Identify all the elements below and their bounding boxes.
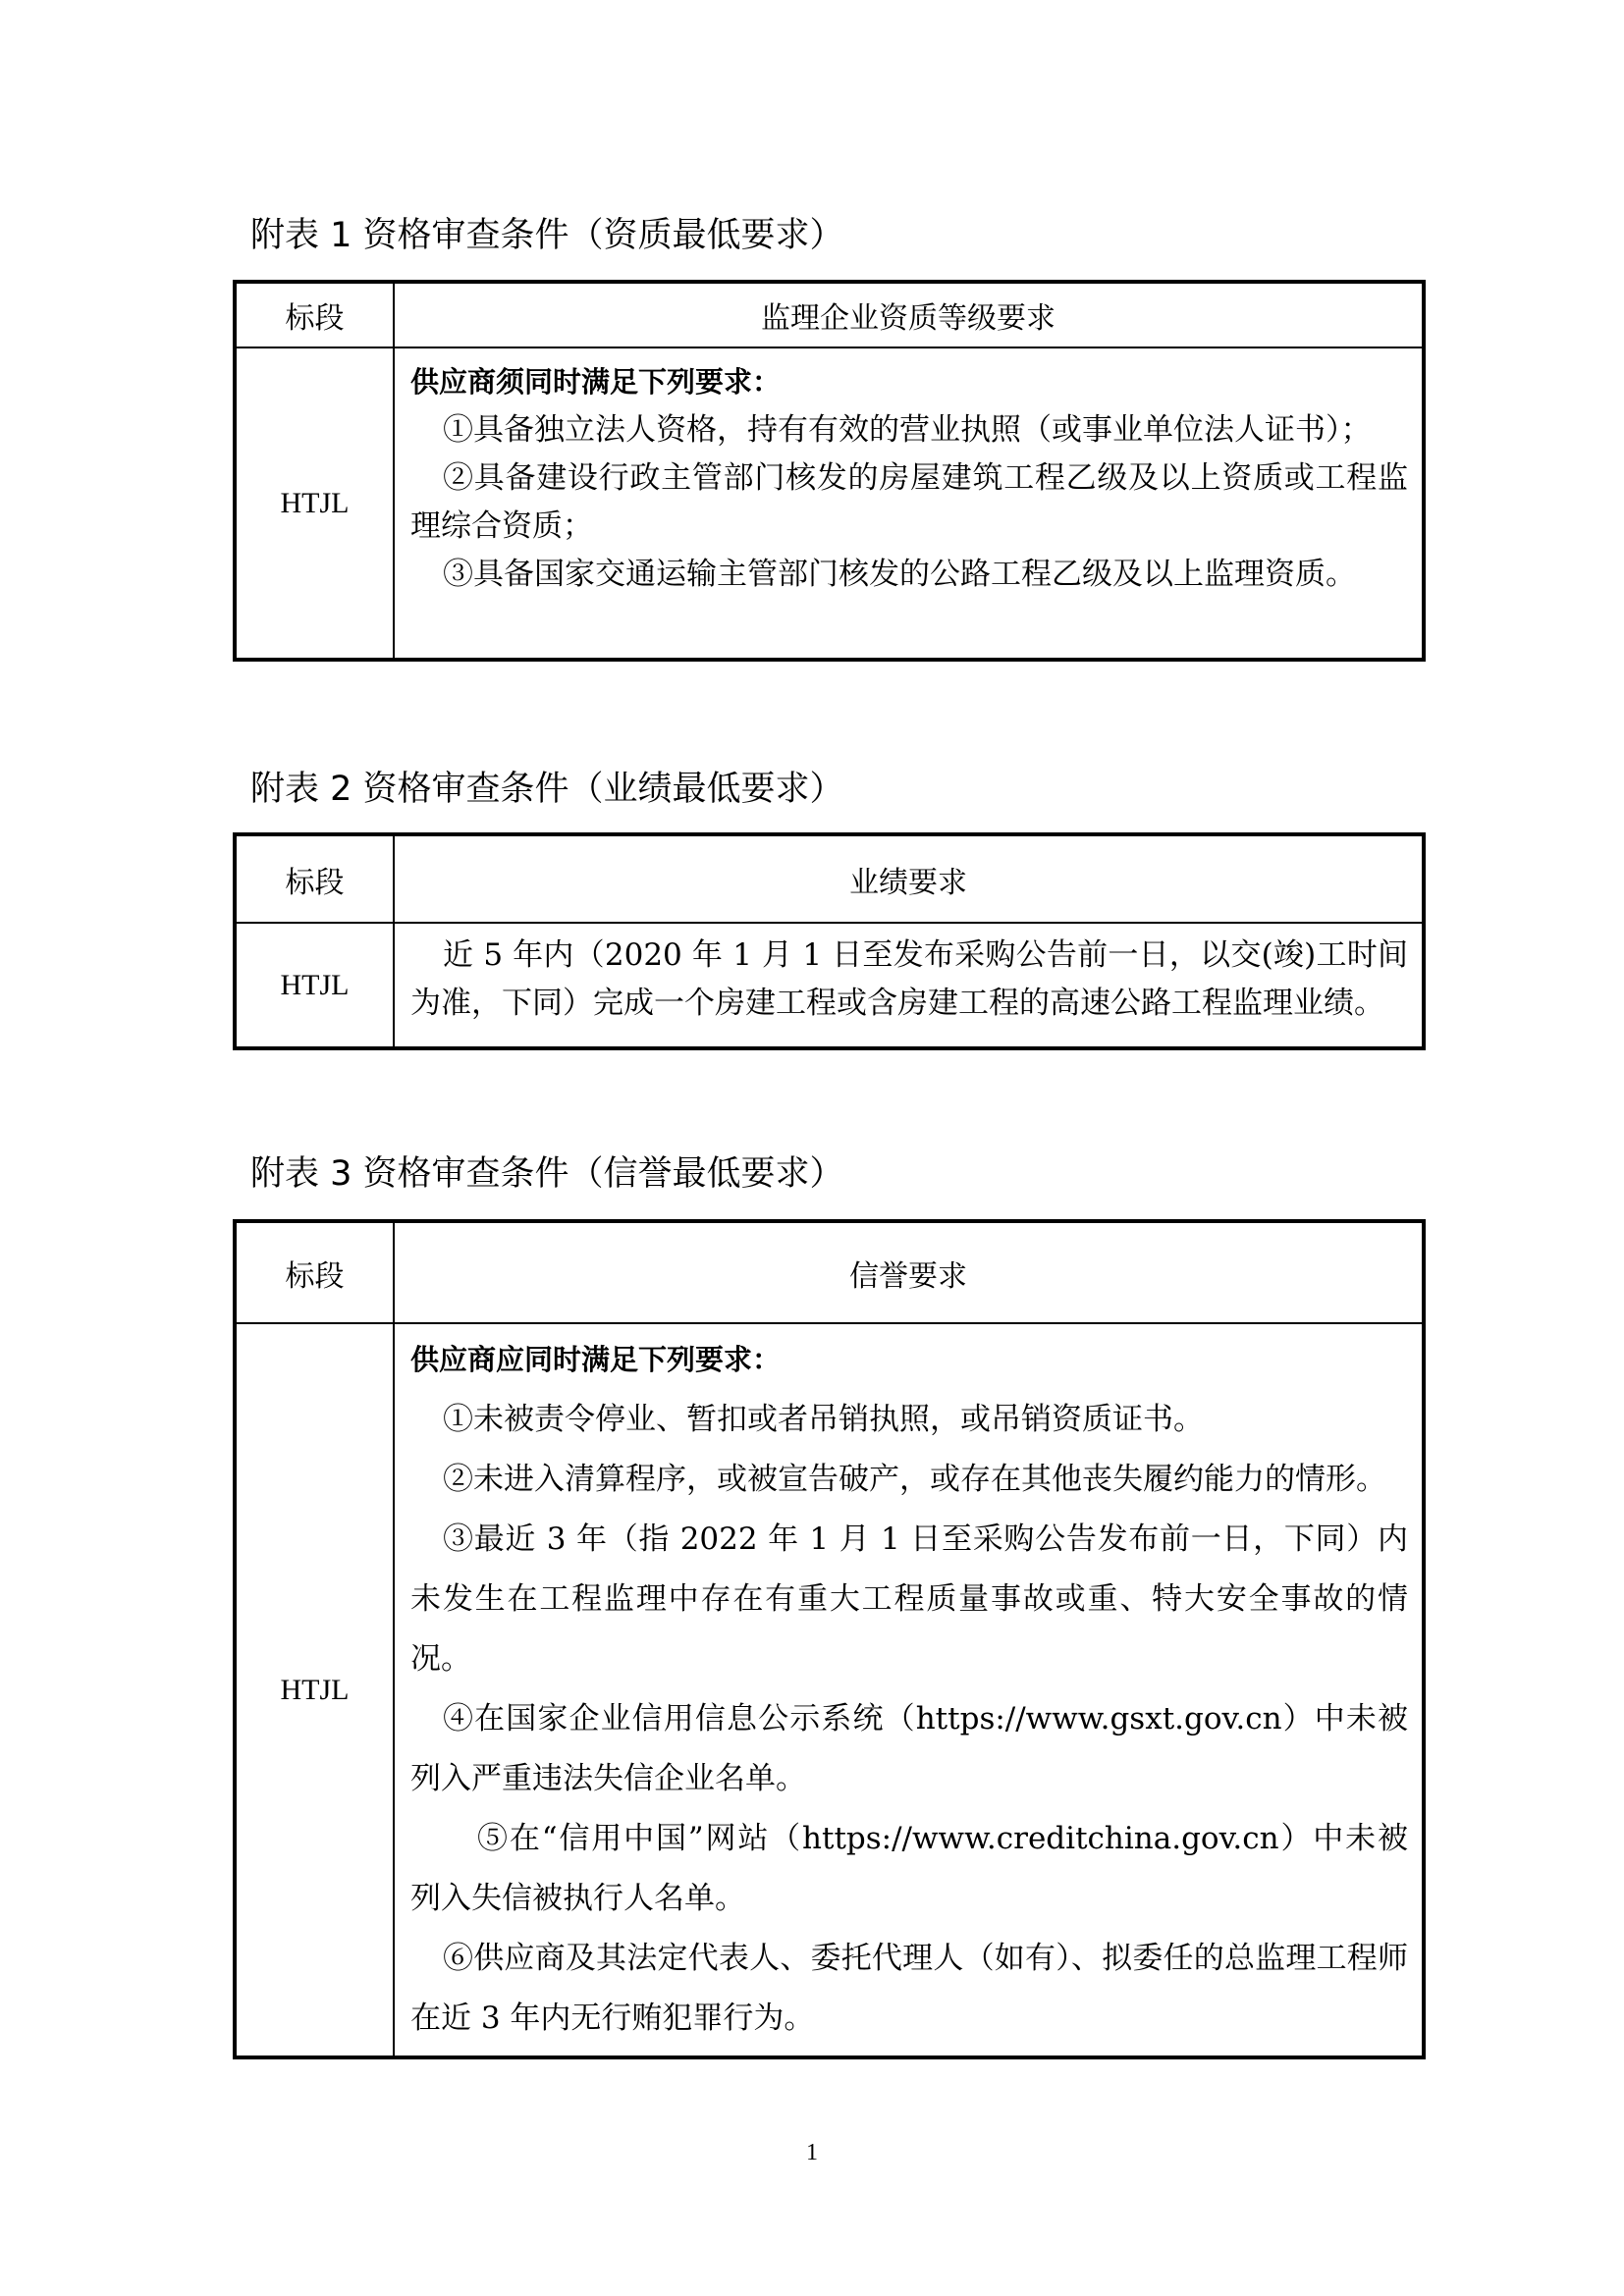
- table-header-row: [235, 282, 1424, 347]
- requirement-header: 业绩要求: [394, 834, 1424, 923]
- requirement-lead: 供应商应同时满足下列要求：: [410, 1343, 782, 1376]
- requirement-header: 监理企业资质等级要求: [394, 282, 1424, 347]
- performance-table: [233, 832, 1426, 1050]
- requirement-item: ①具备独立法人资格，持有有效的营业执照（或事业单位法人证书）；: [443, 412, 1372, 448]
- table-row: [235, 1323, 1424, 2057]
- requirement-cell: [394, 923, 1424, 1048]
- requirement-header: 信誉要求: [394, 1221, 1424, 1323]
- requirement-cell: [394, 347, 1424, 660]
- segment-cell: HTJL: [235, 1323, 394, 2057]
- requirement-lead: 供应商须同时满足下列要求：: [410, 365, 782, 399]
- segment-cell: HTJL: [235, 923, 394, 1048]
- requirement-item: ②未进入清算程序，或被宣告破产，或存在其他丧失履约能力的情形。: [443, 1462, 1386, 1497]
- requirement-item: ④在国家企业信用信息公示系统（https://www.gsxt.gov.cn）中未被列入严重违法失信企业名单。: [410, 1701, 1408, 1796]
- requirement-item: ⑥供应商及其法定代表人、委托代理人（如有）、拟委任的总监理工程师在近 3 年内无行贿犯罪行为。: [410, 1941, 1408, 2036]
- page-number: 1: [806, 2140, 818, 2165]
- requirement-cell: [394, 1323, 1424, 2057]
- table-header-row: [235, 1221, 1424, 1323]
- segment-header: 标段: [235, 282, 394, 347]
- table-row: [235, 923, 1424, 1048]
- table-row: [235, 347, 1424, 660]
- segment-header: 标段: [235, 1221, 394, 1323]
- table3-caption: 附表 3 资格审查条件（信誉最低要求）: [250, 1154, 844, 1194]
- qualification-table: [233, 280, 1426, 662]
- requirement-item: ③具备国家交通运输主管部门核发的公路工程乙级及以上监理资质。: [443, 557, 1356, 592]
- table-header-row: [235, 834, 1424, 923]
- requirement-item: ③最近 3 年（指 2022 年 1 月 1 日至采购公告发布前一日，下同）内未发生在工程监理中存在有重大工程质量事故或重、特大安全事故的情况。: [410, 1522, 1408, 1677]
- requirement-item: ①未被责令停业、暂扣或者吊销执照，或吊销资质证书。: [443, 1402, 1204, 1437]
- requirement-item: ⑤在“信用中国”网站（https://www.creditchina.gov.cn）中未被列入失信被执行人名单。: [410, 1821, 1408, 1916]
- requirement-text: 近 5 年内（2020 年 1 月 1 日至发布采购公告前一日，以交(竣)工时间为准，下同）完成一个房建工程或含房建工程的高速公路工程监理业绩。: [410, 937, 1408, 1021]
- segment-cell: HTJL: [235, 347, 394, 660]
- credit-table: [233, 1219, 1426, 2059]
- table2-caption: 附表 2 资格审查条件（业绩最低要求）: [250, 770, 844, 809]
- table1-caption: 附表 1 资格审查条件（资质最低要求）: [250, 216, 844, 255]
- segment-header: 标段: [235, 834, 394, 923]
- requirement-item: ②具备建设行政主管部门核发的房屋建筑工程乙级及以上资质或工程监理综合资质；: [410, 460, 1408, 544]
